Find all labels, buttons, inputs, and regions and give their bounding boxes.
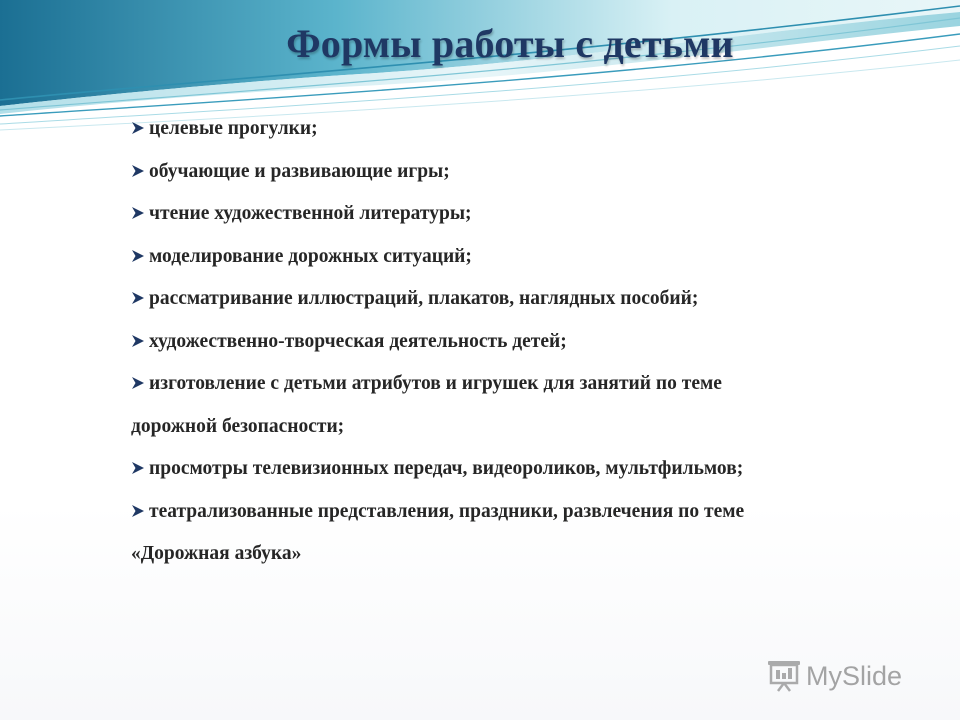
list-item [131, 236, 811, 279]
list-item [131, 363, 811, 448]
list-item-text: моделирование дорожных ситуаций; [149, 245, 472, 267]
list-item-text: театрализованные представления, праздники, развлечения по теме «Дорожная азбука» [131, 500, 745, 564]
list-item [131, 448, 811, 491]
myslide-logo [802, 656, 930, 696]
list-item-text: изготовление с детьми атрибутов и игрушек для занятий по теме дорожной безопасности; [131, 373, 722, 437]
slide-title: Формы работы с детьми [286, 21, 734, 66]
arrow-bullet-icon [131, 504, 149, 518]
projector-screen-icon [766, 659, 802, 693]
arrow-bullet-icon [131, 376, 149, 390]
arrow-bullet-icon [131, 164, 149, 178]
arrow-bullet-icon [131, 461, 149, 475]
arrow-bullet-icon [131, 334, 149, 348]
arrow-bullet-icon [131, 206, 149, 220]
list-item-text: просмотры телевизионных передач, видеороликов, мультфильмов; [149, 458, 744, 479]
arrow-bullet-icon [131, 291, 149, 305]
list-item [131, 193, 811, 236]
svg-text:MySlide: MySlide [806, 661, 903, 691]
arrow-bullet-icon [131, 249, 149, 263]
list-item [131, 321, 811, 364]
list-item [131, 108, 811, 151]
list-item-text: чтение художественной литературы; [149, 203, 472, 224]
list-item [131, 491, 811, 576]
myslide-watermark [766, 656, 936, 696]
list-item [131, 151, 811, 194]
content-list [131, 108, 811, 576]
list-item [131, 278, 811, 321]
arrow-bullet-icon [131, 121, 149, 135]
list-item-text: целевые прогулки; [149, 118, 318, 139]
list-item-text: рассматривание иллюстраций, плакатов, наглядных пособий; [149, 288, 699, 309]
list-item-text: художественно-творческая деятельность детей; [149, 330, 567, 352]
list-item-text: обучающие и развивающие игры; [149, 160, 450, 182]
